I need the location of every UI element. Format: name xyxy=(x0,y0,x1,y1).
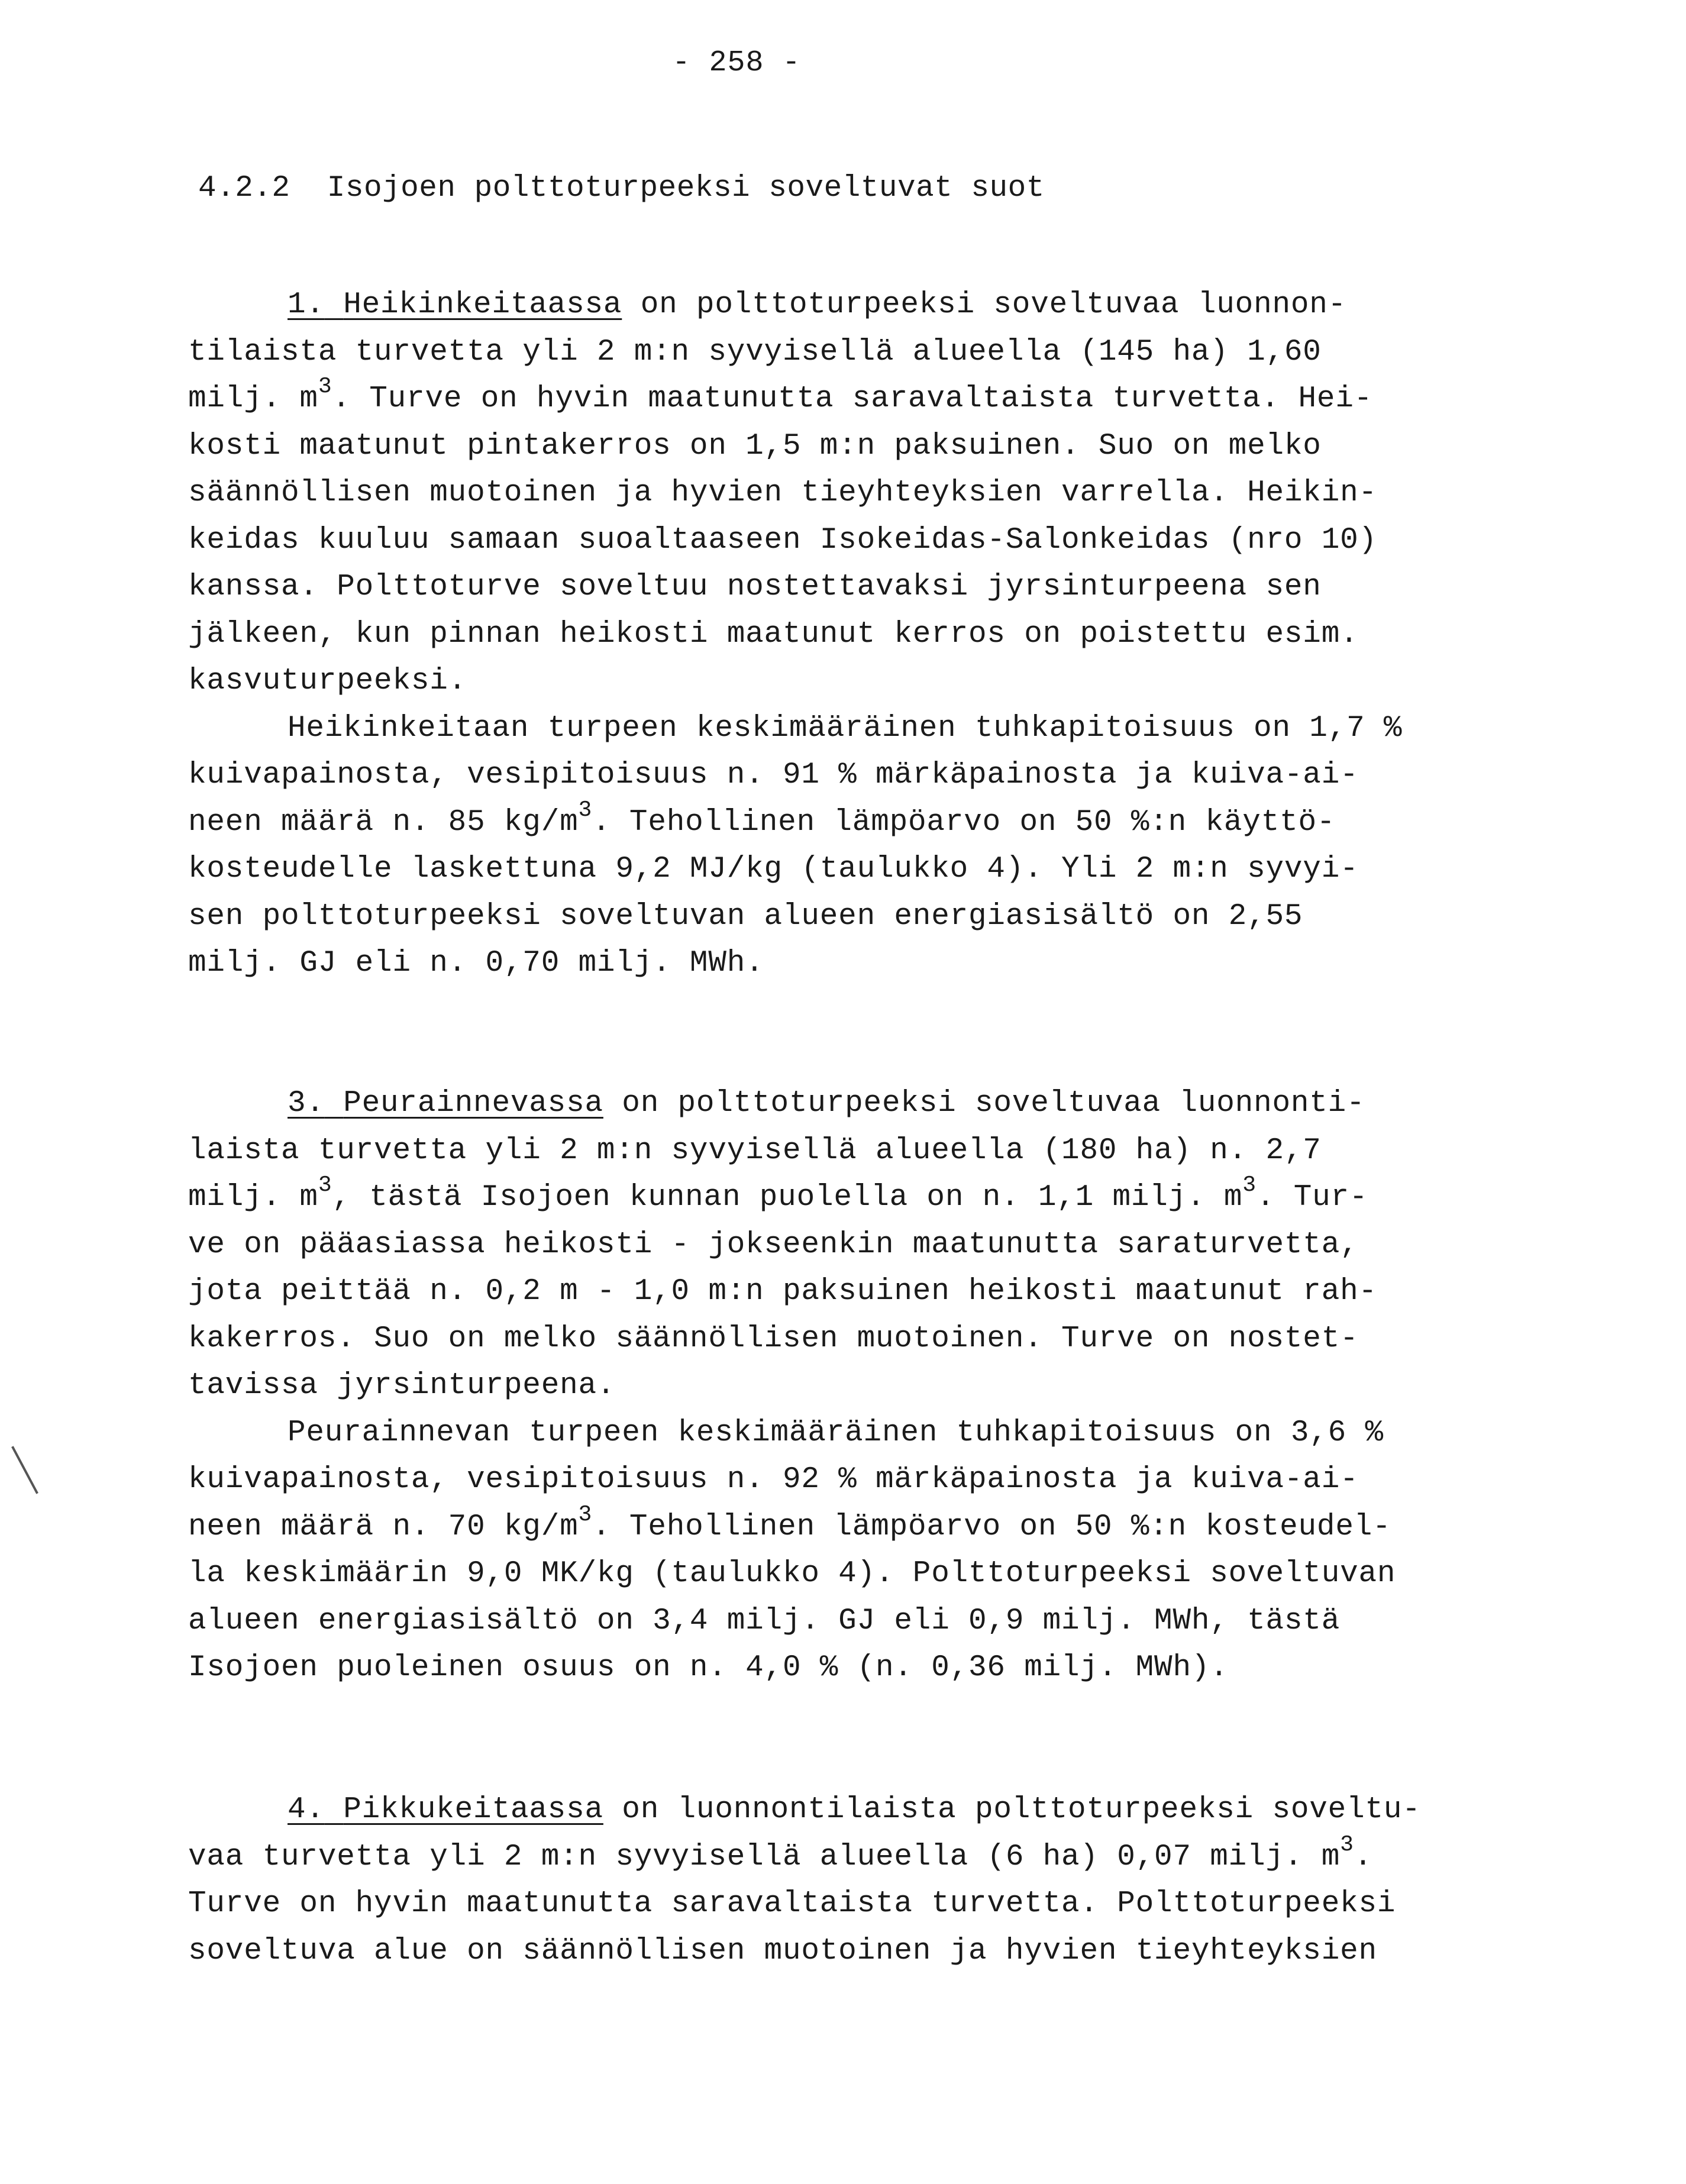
bog4-heading xyxy=(288,1793,603,1827)
bog3-line: kuivapainosta, vesipitoisuus n. 92 % märkäpainosta ja kuiva-ai- xyxy=(188,1463,1359,1497)
bog1-line: kuivapainosta, vesipitoisuus n. 91 % märkäpainosta ja kuiva-ai- xyxy=(188,758,1359,792)
bog3-line: alueen energiasisältö on 3,4 milj. GJ eli 0,9 milj. MWh, tästä xyxy=(188,1604,1341,1638)
bog1-line: keidas kuuluu samaan suoaltaaseen Isokeidas-Salonkeidas (nro 10) xyxy=(188,523,1377,557)
bog3-heading xyxy=(288,1087,603,1120)
bog1-line: tilaista turvetta yli 2 m:n syvyisellä alueella (145 ha) 1,60 xyxy=(188,335,1322,369)
bog1-text: neen määrä n. 85 kg/m xyxy=(188,805,579,839)
page-number: - 258 - xyxy=(672,46,801,80)
section-number: 4.2.2 xyxy=(198,172,290,205)
superscript: 3 xyxy=(578,797,593,823)
bog3-number: 3. xyxy=(288,1087,325,1120)
margin-pencil-mark xyxy=(11,1446,38,1494)
bog4-name: Pikkukeitaassa xyxy=(343,1793,603,1827)
bog1-line xyxy=(188,282,1525,329)
bog3-text: milj. m xyxy=(188,1181,318,1214)
bog1-block xyxy=(188,282,1525,987)
superscript: 3 xyxy=(1340,1831,1354,1857)
bog1-text: . Tehollinen lämpöarvo on 50 %:n käyttö- xyxy=(592,805,1336,839)
bog3-line: Peurainnevan turpeen keskimääräinen tuhkapitoisuus on 3,6 % xyxy=(288,1416,1384,1450)
bog3-text: , tästä Isojoen kunnan puolella on n. 1,1 milj. m xyxy=(332,1181,1243,1214)
bog1-text: on polttoturpeeksi soveltuvaa luonnon- xyxy=(622,288,1347,322)
bog3-text: neen määrä n. 70 kg/m xyxy=(188,1510,579,1544)
superscript: 3 xyxy=(1242,1172,1257,1198)
bog3-text: on polttoturpeeksi soveltuvaa luonnonti- xyxy=(603,1087,1365,1120)
bog3-line: laista turvetta yli 2 m:n syvyisellä alueella (180 ha) n. 2,7 xyxy=(188,1133,1322,1168)
bog4-line: soveltuva alue on säännöllisen muotoinen ja hyvien tieyhteyksien xyxy=(188,1934,1377,1968)
bog3-name: Peurainnevassa xyxy=(343,1087,603,1120)
bog3-line xyxy=(188,1501,1525,1551)
bog1-line: sen polttoturpeeksi soveltuvan alueen energiasisältö on 2,55 xyxy=(188,899,1303,933)
bog1-line: milj. GJ eli n. 0,70 milj. MWh. xyxy=(188,946,764,980)
bog1-line: Heikinkeitaan turpeen keskimääräinen tuhkapitoisuus on 1,7 % xyxy=(288,711,1403,745)
bog4-line xyxy=(188,1831,1525,1881)
bog3-line: ve on pääasiassa heikosti - jokseenkin maatunutta saraturvetta, xyxy=(188,1227,1359,1262)
bog1-line: säännöllisen muotoinen ja hyvien tieyhteyksien varrella. Heikin- xyxy=(188,476,1377,510)
bog4-line xyxy=(188,1786,1525,1834)
bog1-name: Heikinkeitaassa xyxy=(343,288,622,322)
bog1-line xyxy=(188,376,1525,423)
bog1-text: . Turve on hyvin maatunutta saravaltaista turvetta. Hei- xyxy=(332,382,1373,416)
bog1-line: kosti maatunut pintakerros on 1,5 m:n paksuinen. Suo on melko xyxy=(188,429,1322,463)
bog1-line xyxy=(188,799,1525,847)
superscript: 3 xyxy=(318,374,332,399)
superscript: 3 xyxy=(318,1172,332,1198)
bog1-line: jälkeen, kun pinnan heikosti maatunut kerros on poistettu esim. xyxy=(188,617,1359,651)
bog4-block xyxy=(188,1786,1525,1975)
bog1-number: 1. xyxy=(288,288,325,322)
section-heading xyxy=(198,172,1045,205)
bog1-line: kasvuturpeeksi. xyxy=(188,664,467,698)
section-title: Isojoen polttoturpeeksi soveltuvat suot xyxy=(327,172,1045,205)
bog1-heading xyxy=(288,288,622,322)
bog1-text: milj. m xyxy=(188,382,318,416)
bog3-line: kakerros. Suo on melko säännöllisen muotoinen. Turve on nostet- xyxy=(188,1322,1359,1356)
bog4-line: Turve on hyvin maatunutta saravaltaista turvetta. Polttoturpeeksi xyxy=(188,1887,1396,1921)
bog3-text: . Tur- xyxy=(1256,1181,1368,1214)
bog3-line xyxy=(188,1174,1525,1222)
bog3-text: . Tehollinen lämpöarvo on 50 %:n kosteudel- xyxy=(592,1510,1391,1544)
bog3-line: la keskimäärin 9,0 MK/kg (taulukko 4). Polttoturpeeksi soveltuvan xyxy=(188,1557,1396,1591)
bog4-number: 4. xyxy=(288,1793,325,1827)
bog3-line xyxy=(188,1080,1525,1127)
bog4-text: on luonnontilaista polttoturpeeksi soveltu- xyxy=(603,1793,1421,1827)
bog3-line: Isojoen puoleinen osuus on n. 4,0 % (n. 0,36 milj. MWh). xyxy=(188,1651,1229,1685)
bog3-line: tavissa jyrsinturpeena. xyxy=(188,1369,616,1403)
bog3-line: jota peittää n. 0,2 m - 1,0 m:n paksuinen heikosti maatunut rah- xyxy=(188,1275,1377,1309)
bog1-line: kosteudelle laskettuna 9,2 MJ/kg (taulukko 4). Yli 2 m:n syvyi- xyxy=(188,852,1359,886)
bog4-text: . xyxy=(1354,1840,1373,1874)
superscript: 3 xyxy=(578,1501,593,1527)
bog3-block xyxy=(188,1080,1525,1692)
bog4-text: vaa turvetta yli 2 m:n syvyisellä alueella (6 ha) 0,07 milj. m xyxy=(188,1840,1341,1874)
bog1-line: kanssa. Polttoturve soveltuu nostettavaksi jyrsinturpeena sen xyxy=(188,570,1322,604)
